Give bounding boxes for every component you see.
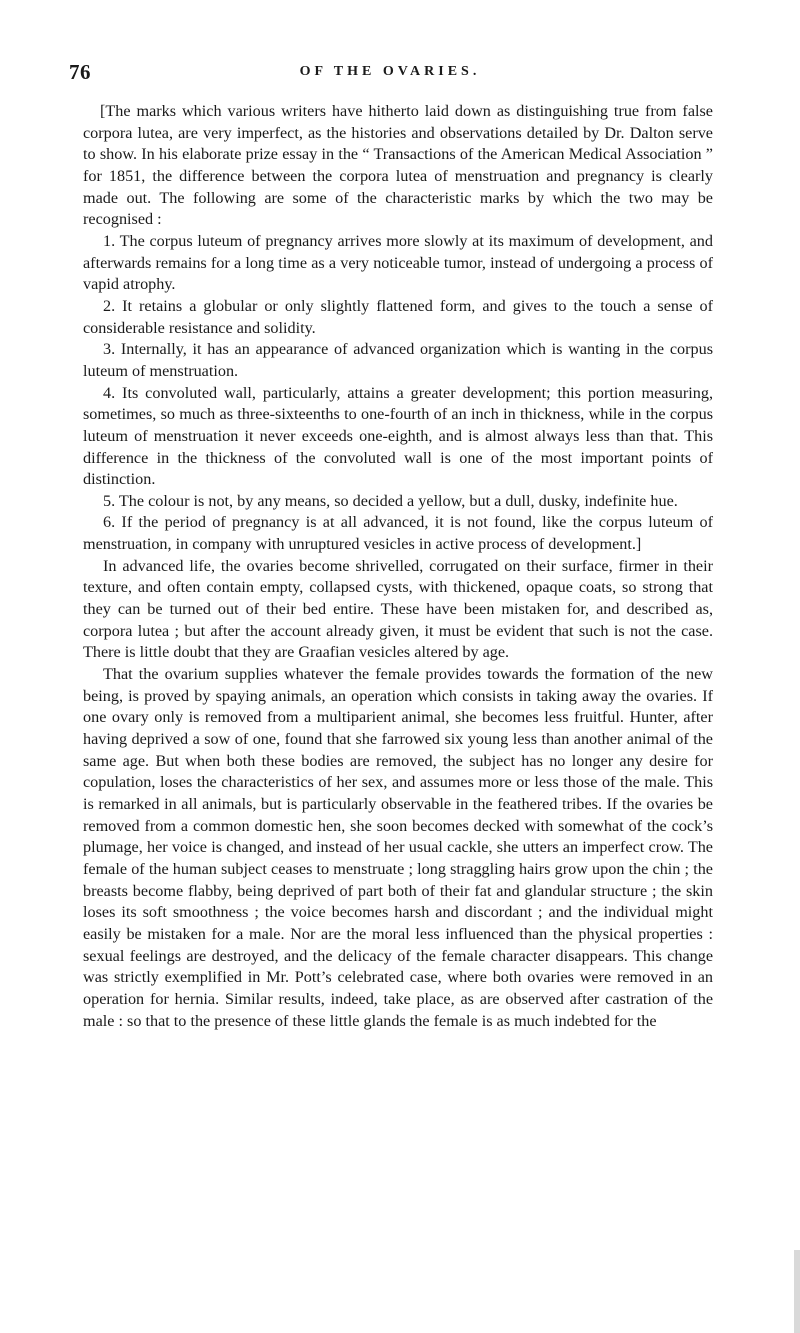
running-head: OF THE OVARIES. [299, 64, 481, 79]
paragraph-spaying: That the ovarium supplies whatever the female provides towards the formation of the new being, is proved by spaying animals, an operation which consists in taking away the ovaries. If one ovary only is removed from a multiparient animal, she becomes less fruitful. Hunter, after having deprived a sow of one, found that she farrowed six young less than another animal of the same age. But when both these bodies are removed, the subject has no longer any desire for copulation, loses the characteristics of her sex, and assumes more or less those of the male. This is remarked in all animals, but is particularly observable in the feathered tribes. If the ovaries be removed from a common domestic hen, she soon becomes decked with somewhat of the cock’s plumage, her voice is changed, and instead of her usual cackle, she utters an imperfect crow. The female of the human subject ceases to menstruate ; long straggling hairs grow upon the chin ; the breasts become flabby, being deprived of part both of their fat and glandular structure ; the skin loses its soft smoothness ; the voice becomes harsh and discordant ; and the individual might easily be mistaken for a male. Nor are the moral less influenced than the physical properties : sexual feelings are destroyed, and the delicacy of the female character disappears. This change was strictly exemplified in Mr. Pott’s celebrated case, where both ovaries were removed in an operation for hernia. Similar results, indeed, take place, as are observed after castration of the male : so that to the presence of these little glands the female is as much indebted for the [83, 665, 713, 1030]
paragraph-mark-1: 1. The corpus luteum of pregnancy arrives more slowly at its maximum of development, and afterwards remains for a long time as a very noticeable tumor, instead of undergoing a process of vapid atrophy. [83, 231, 713, 294]
paragraph-intro: [The marks which various writers have hitherto laid down as distinguishing true from false corpora lutea, are very imperfect, as the histories and observations detailed by Dr. Dalton serve to show. In his elaborate prize essay in the “ Transactions of the American Medical Association ” for 1851, the difference between the corpora lutea of menstruation and pregnancy is clearly made out. The following are some of the characteristic marks by which the two may be recognised : [83, 102, 713, 229]
paragraph-mark-3: 3. Internally, it has an appearance of advanced organization which is wanting in the corpus luteum of menstruation. [83, 340, 713, 380]
page-header [69, 60, 711, 84]
paragraph-mark-2: 2. It retains a globular or only slightly flattened form, and gives to the touch a sense of considerable resistance and solidity. [83, 296, 713, 337]
page-number: 76 [69, 60, 91, 84]
paragraph-mark-5: 5. The colour is not, by any means, so decided a yellow, but a dull, dusky, indefinite hue. [103, 491, 678, 510]
page-edge-shadow [794, 1250, 800, 1333]
paragraph-advanced-life: In advanced life, the ovaries become shrivelled, corrugated on their surface, firmer in their texture, and often contain empty, collapsed cysts, with thickened, opaque coats, so strong that they can be turned out of their bed entire. These have been mistaken for, and described as, corpora lutea ; but after the account already given, it must be evident that such is not the case. There is little doubt that they are Graafian vesicles altered by age. [83, 556, 713, 662]
paragraph-mark-6: 6. If the period of pregnancy is at all advanced, it is not found, like the corpus luteum of menstruation, in company with unruptured vesicles in active process of development.] [83, 513, 713, 554]
body-text [83, 101, 713, 1032]
paragraph-mark-4: 4. Its convoluted wall, particularly, attains a greater development; this portion measuring, sometimes, so much as three-sixteenths to one-fourth of an inch in thickness, while in the corpus luteum of menstruation it never exceeds one-eighth, and is almost always less than that. This difference in the thickness of the convoluted wall is one of the most important points of distinction. [83, 383, 713, 489]
